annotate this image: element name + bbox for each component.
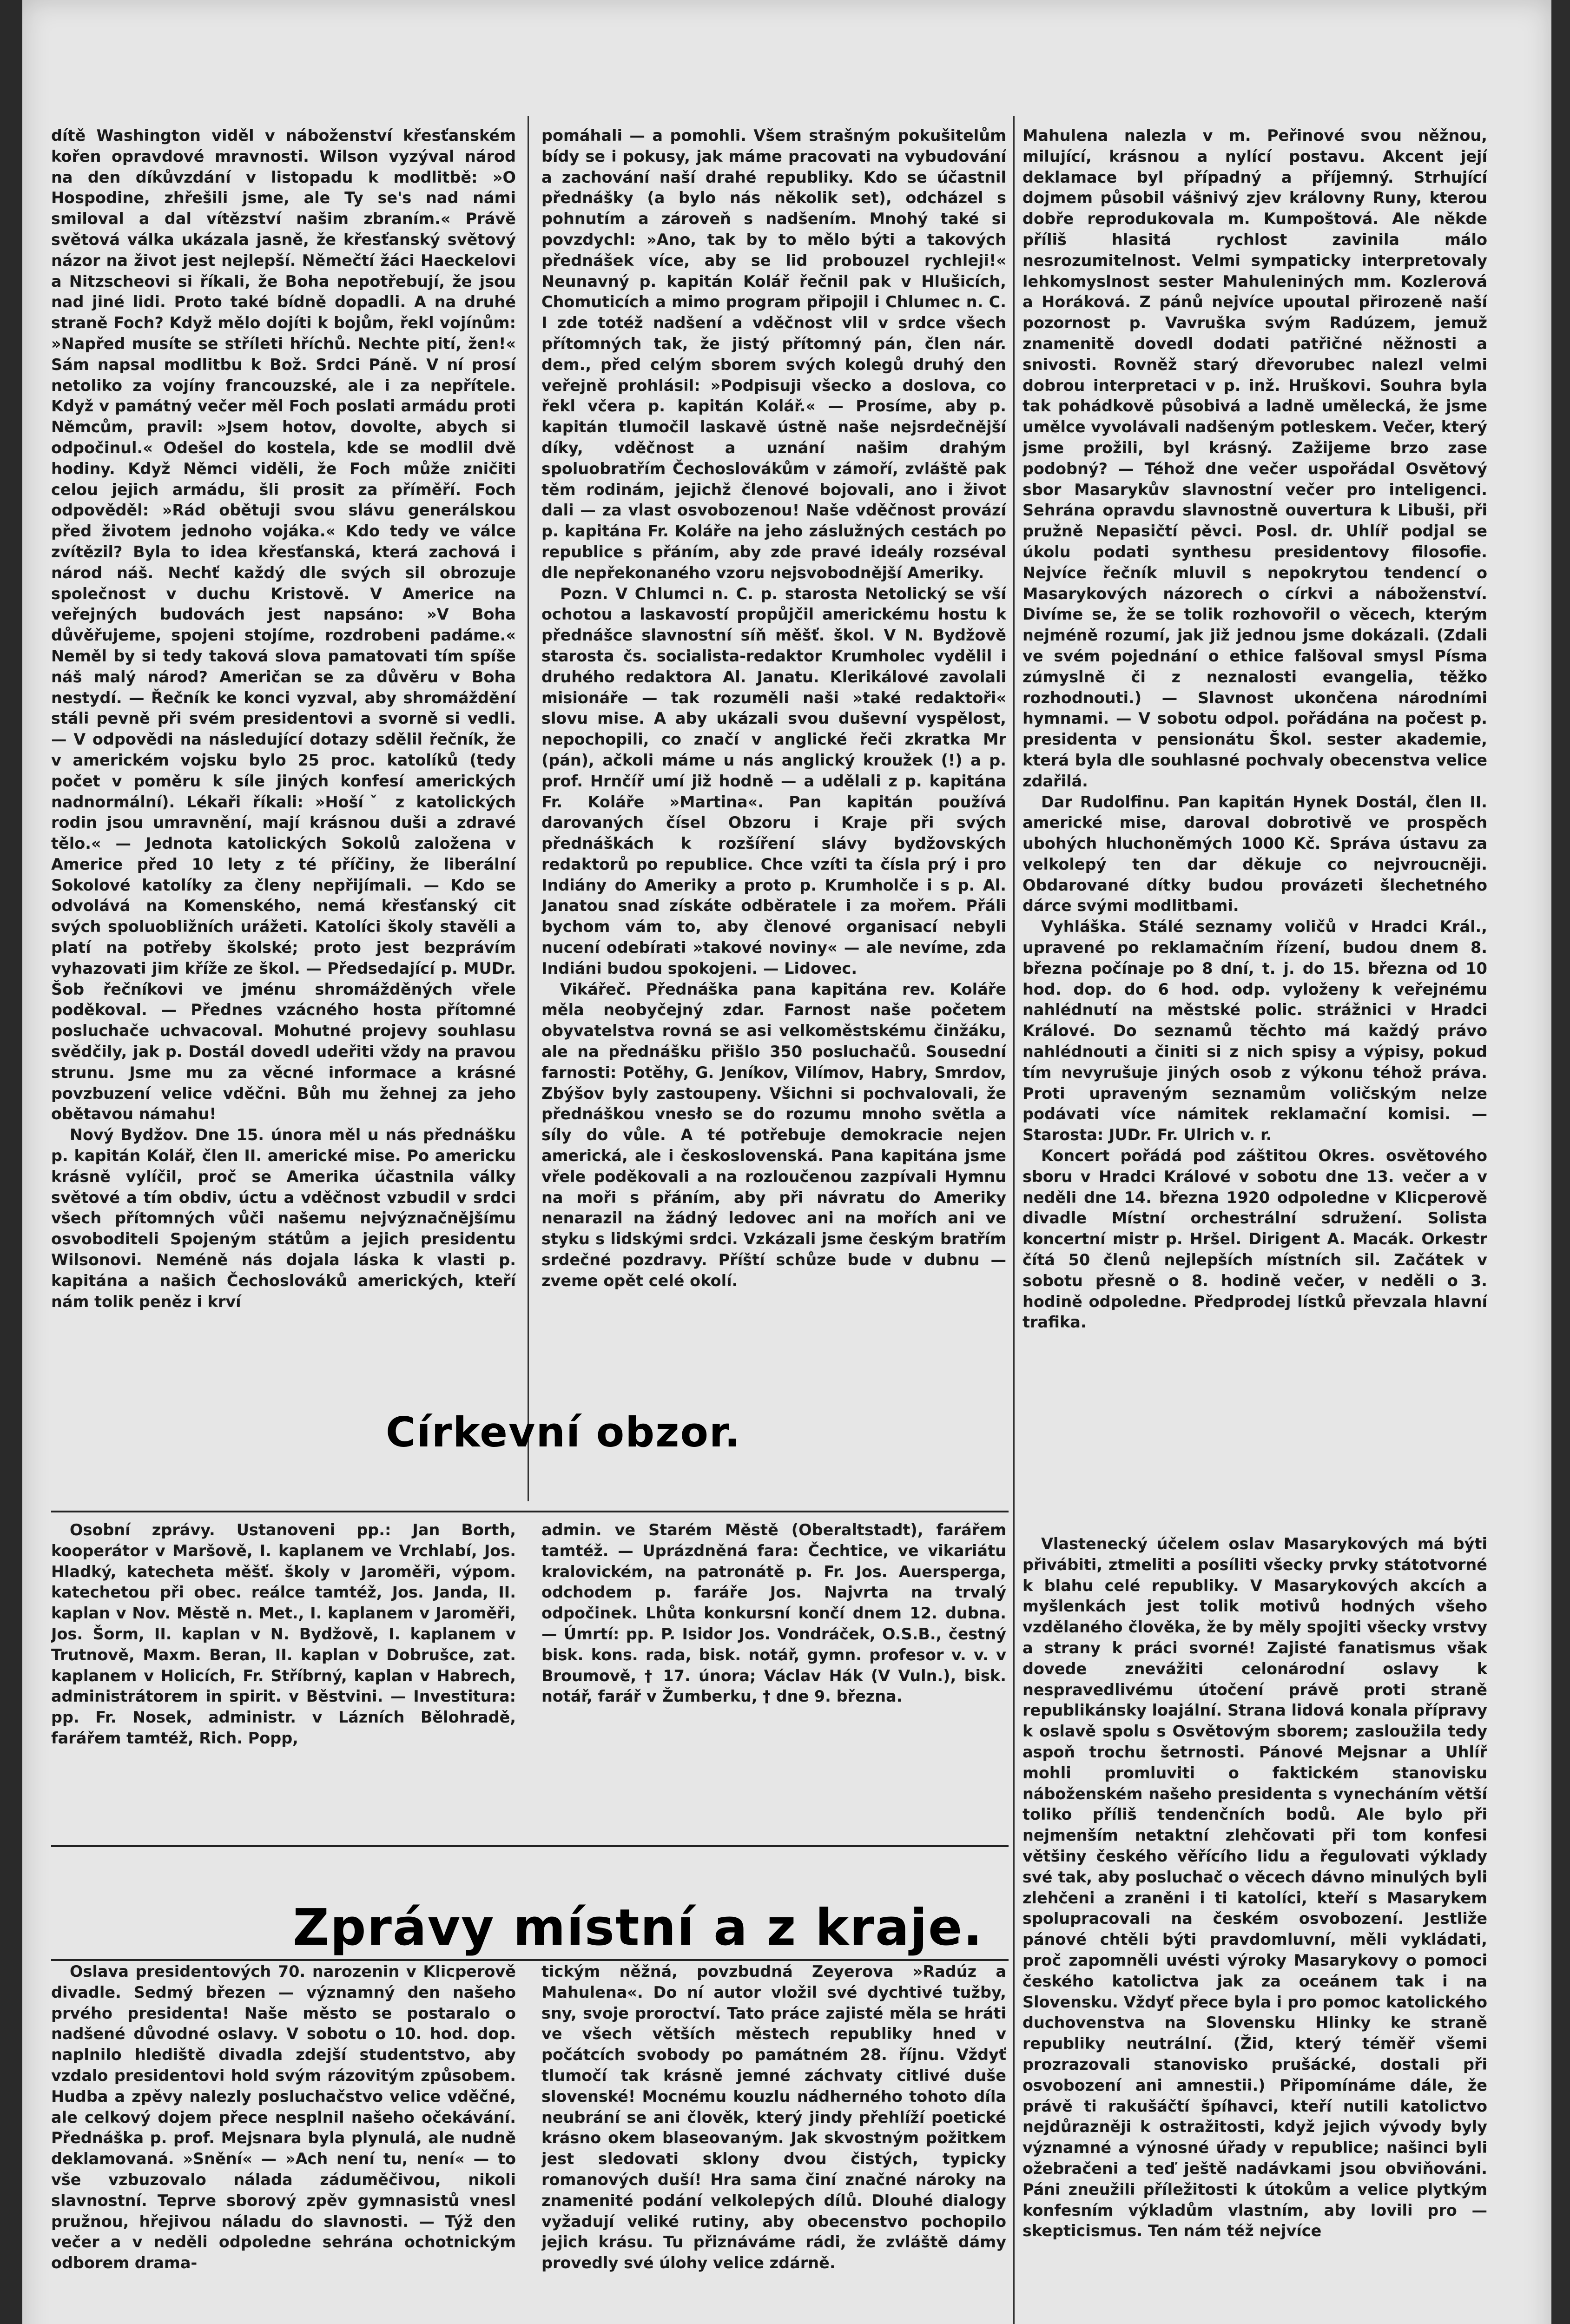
article-column-3-lower	[1022, 1534, 1487, 2324]
paragraph: Oslava presidentových 70. narozenin v Klicperově divadle. Sedmý březen — významný den našeho prvého presidenta! Naše město se postaralo o nadšené důvodné oslavy. V sobotu o 10. hod. dop. naplnilo hlediště divadla zdejší studentstvo, aby vzdalo presidentovi hold svým rázovitým způsobem. Hudba a zpěvy nalezly posluchačstvo velice vděčné, ale celkový dojem přece nesplnil našeho očekávání. Přednáška p. prof. Mejsnara byla plynulá, ale nudně deklamovaná. »Snění« — »Ach není tu, není« — to vše vzbuzovalo nálada záduměčivou, nikoli slavnostní. Teprve sborový zpěv gymnasistů vnesl pružnou, hřejivou náladu do slavnosti. — Týž den večer a v neděli odpoledne sehrána ochotnickým odborem drama-	[51, 1962, 516, 2272]
zpravy-column-2	[541, 1961, 1006, 2324]
paragraph: Vlastenecký účelem oslav Masarykových má býti přivábiti, ztmeliti a posíliti všecky prvky státotvorné k blahu celé republiky. V Masarykových akcích a myšlenkách jest tolik motivů hodných všeho vzdělaného člověka, že by měly spojiti všecky vrstvy a strany k práci svorné! Zajisté fanatismus však dovede znevážiti celonárodní oslavy k nespravedlivému útočení právě proti straně republikánsky loajální. Strana lidová konala přípravy k oslavě spolu s Osvětovým sborem; zasloužila tedy aspoň trochu šetrnosti. Pánové Mejsnar a Uhlíř mohli promluviti o faktickém stanovisku náboženském našeho presidenta s vynecháním větší toliko příliš tendenčních bodů. Ale bylo při nejmenším netaktní zlehčovati při tom konfesi většiny českého věřícího lidu a řegulovati výklady své tak, aby posluchač o věcech dávno minulých byli zlehčeni a zraněni i ti katolíci, kteří s Masarykem spolupracovali na českém osvobození. Jestliže pánové chtěli býti pravdomluvní, měli vykládati, proč zapomněli uvésti výroky Masarykovy o pomoci českého katolictva jak za oceánem tak i na Slovensku. Vždyť přece byla i pro pomoc katolického duchovenstva na Slovensku Hlinky ke straně republiky neutrální. (Žid, který téměř všemi prozrazovali stanovisko prušácké, dostali při osvobození ani amnestii.) Připomínáme dále, že právě ti rakušáčtí špíhavci, kteří nutili katolictvo nejdůrazněji k ostražitosti, když jejich vývody byly významné a výnosné úřady v republice; našinci byli ožebračeni a teď ještě nadávkami jsou obviňováni. Páni zneužili příležitosti k útokům a velice plytkým konfesním výkladům vlastním, aby lovili pro — skepticismus. Ten nám též nejvíce	[1022, 1535, 1487, 2240]
paragraph: Koncert pořádá pod záštitou Okres. osvětového sboru v Hradci Králové v sobotu dne 13. večer a v neděli dne 14. března 1920 odpoledne v Klicperově divadle Místní orchestrální sdružení. Solista koncertní mistr p. Hršel. Dirigent A. Macák. Orkestr čítá 50 členů nejlepších místních sil. Začátek v sobotu přesně o 8. hodině večer, v neděli o 3. hodině odpoledne. Předprodej lístků převzala hlavní trafika.	[1022, 1147, 1487, 1332]
article-column-3	[1022, 125, 1487, 1501]
column-separator	[528, 116, 529, 1501]
paragraph: tickým něžná, povzbudná Zeyerova »Radúz a Mahulena«. Do ní autor vložil své dychtivé tužby, sny, svoje proroctví. Tato práce zajisté měla se hráti ve všech větších městech republiky hned v počátcích svobody po památném 28. říjnu. Vždyť tlumočí tak krásně jemné záchvaty citlivé duše slovenské! Mocnému kouzlu nádherného tohoto díla neubrání se ani člověk, který jindy přehlíží poetické krásno okem blaseovaným. Jak skvostným požitkem jest sledovati sklony dvou čistých, typicky romanových duší! Hra sama činí značné nároky na znamenité podání velkolepých dílů. Dlouhé dialogy vyžadují veliké rutiny, aby obecenstvo pochopilo jejich krásu. Tu přiznáváme rádi, že zvláště dámy provedly své úlohy velice zdárně.	[541, 1962, 1006, 2272]
paragraph: dítě Washington viděl v náboženství křesťanském kořen opravdové mravnosti. Wilson vyzýval národ na den díkůvzdání v listopadu k modlitbě: »O Hospodine, zhřešili jsme, ale Ty se's nad námi smiloval a dal vítězství našim zbraním.« Právě světová válka ukázala jasně, že křesťanský světový názor na život jest nejlepší. Němečtí žáci Haeckelovi a Nitzscheovi si říkali, že Boha nepotřebují, že jsou nad jiné lidi. Proto také bídně dopadli. A na druhé straně Foch? Když mělo dojíti k bojům, řekl vojínům: »Napřed musíte se stříleti hříchů. Nechte pití, žen!« Sám napsal modlitbu k Bož. Srdci Páně. V ní prosí netoliko za vojíny francouzské, ale i za nepřítele. Když v památný večer měl Foch poslati armádu proti Němcům, pravil: »Jsem hotov, dovolte, abych si odpočinul.« Odešel do kostela, kde se modlil dvě hodiny. Když Němci viděli, že Foch může zničiti celou jejich armádu, šli prosit za příměří. Foch odpověděl: »Rád obětuji svou slávu generálskou před životem jednoho vojáka.« Kdo tedy ve válce zvítězil? Byla to idea křesťanská, která zachová i národ náš. Nechť každý dle svých sil obrozuje společnost v duchu Kristově. V Americe na veřejných budovách jest napsáno: »V Boha důvěřujeme, spojeni stojíme, rozdrobeni padáme.« Neměl by si tedy taková slova pamatovati tím spíše náš malý národ? Američan se za důvěru v Boha nestydí. — Řečník ke konci vyzval, aby shromáždění stáli pevně při svém presidentovi a svorně si vedli. — V odpovědi na následující dotazy sdělil řečník, že v americkém vojsku bylo 25 proc. katolíků (tedy počet v poměru k síle jiných konfesí amerických nadnormální). Lékaři říkali: »Hošíˇ z katolických rodin jsou umravnění, mají krásnou duši a zdravé tělo.« — Jednota katolických Sokolů založena v Americe před 10 lety z té příčiny, že liberální Sokolové katolíky za členy nepřijímali. — Kdo se odvolává na Komenského, nemá křesťanský cit svých spoluobližních urážeti. Katolíci školy stavěli a platí na potřeby školské; proto jest bezprávím vyhazovati jim kříže ze škol. — Předsedající p. MUDr. Šob řečníkovi ve jménu shromážděných vřele poděkoval. — Přednes vzácného hosta přítomné posluchače uchvacoval. Mohutné projevy souhlasu svědčily, jak p. Dostál dovedl udeřiti vždy na pravou strunu. Jsme mu za věcné informace a krásné povzbuzení velice vděčni. Bůh mu žehnej za jeho obětavou námahu!	[51, 126, 516, 1123]
paragraph: Osobní zprávy. Ustanoveni pp.: Jan Borth, kooperátor v Maršově, I. kaplanem ve Vrchlabí, Jos. Hladký, katecheta měšť. školy v Jaroměři, výpom. katechetou při obec. reálce tamtéž, Jos. Janda, II. kaplan v Nov. Městě n. Met., I. kaplanem v Jaroměři, Jos. Šorm, II. kaplan v N. Bydžově, I. kaplanem v Trutnově, Maxm. Beran, II. kaplan v Dobrušce, zat. kaplanem v Holicích, Fr. Stříbrný, kaplan v Habrech, administrátorem in spirit. v Běstvini. — Investitura: pp. Fr. Nosek, administr. v Lázních Bělohradě, farářem tamtéž, Rich. Popp,	[51, 1521, 516, 1747]
cirkevni-column-1	[51, 1520, 516, 1845]
paragraph: admin. ve Starém Městě (Oberaltstadt), farářem tamtéž. — Uprázdněná fara: Čechtice, ve vikariátu kralovickém, na patronátě p. Fr. Jos. Auersperga, odchodem p. faráře Jos. Najvrta na trvalý odpočinek. Lhůta konkursní končí dnem 12. dubna. — Úmrtí: pp. P. Isidor Jos. Vondráček, O.S.B., čestný bisk. kons. rada, bisk. notář, gymn. profesor v. v. v Broumově, † 17. února; Václav Hák (V Vuln.), bisk. notář, farář v Žumberku, † dne 9. března.	[541, 1521, 1006, 1706]
paragraph: Dar Rudolfinu. Pan kapitán Hynek Dostál, člen II. americké mise, daroval dobrotivě ve prospěch ubohých hluchoněmých 1000 Kč. Správa ústavu za velkolepý ten dar děkuje co nejvroucněji. Obdarované dítky budou provázeti šlechetného dárce svými modlitbami.	[1022, 792, 1487, 915]
section-heading-cirkevni-obzor: Církevní obzor.	[386, 1408, 741, 1456]
cirkevni-column-2	[541, 1520, 1006, 1845]
scan-right-edge	[1551, 0, 1570, 2324]
paragraph: Pozn. V Chlumci n. C. p. starosta Netolický se vší ochotou a laskavostí propůjčil americkému hostu k přednášce slavnostní síň měšť. škol. V N. Bydžově starosta čs. socialista-redaktor Krumholec vydělil i druhého redaktora Al. Janatu. Klerikálové zavolali misionáře — tak rozuměli naši »také redaktoři« slovu mise. A aby ukázali svou duševní vyspělost, nepochopili, co značí v anglické řeči zkratka Mr (pán), ačkoli máme u nás anglický kroužek (!) a p. prof. Hrnčíř umí již hodně — a udělali z p. kapitána Fr. Koláře »Martina«. Pan kapitán používá darovaných čísel Obzoru i Kraje při svých přednáškách k rozšíření slávy bydžovských redaktorů po republice. Chce vzíti ta čísla prý i pro Indiány do Ameriky a proto p. Krumholče i s p. Al. Janatou snad získáte odběratele i za mořem. Přáli bychom vám to, aby členové organisací nebyli nucení odebírati »takové noviny« — ale nevíme, zda Indiáni budou spokojeni. — Lidovec.	[541, 584, 1006, 977]
section-rule	[51, 1845, 1009, 1847]
zpravy-column-1	[51, 1961, 516, 2324]
article-column-1	[51, 125, 516, 1501]
section-heading-zpravy-mistni: Zprávy místní a z kraje.	[293, 1899, 983, 1957]
paragraph: Vyhláška. Stálé seznamy voličů v Hradci Král., upravené po reklamačním řízení, budou dnem 8. března počínaje po 8 dní, t. j. do 15. března od 10 hod. dop. do 6 hod. odp. vyloženy k veřejnému nahlédnutí na městské polic. strážnici v Hradci Králové. Do seznamů těchto má každý právo nahlédnouti a činiti si z nich spisy a výpisy, pokud tím nevyrušuje jiných osob z výkonu téhož práva. Proti upraveným seznamům voličským nelze podávati více námitek reklamační komisi. — Starosta: JUDr. Fr. Ulrich v. r.	[1022, 918, 1487, 1144]
column-separator	[1013, 116, 1015, 2324]
section-rule	[51, 1959, 1009, 1961]
section-rule	[51, 1511, 1009, 1512]
scan-left-edge	[0, 0, 22, 2324]
article-column-2	[541, 125, 1006, 1501]
paragraph: pomáhali — a pomohli. Všem strašným pokušitelům bídy se i pokusy, jak máme pracovati na vybudování a zachování naší drahé republiky. Kdo se účastnil přednášky (a bylo nás několik set), odcházel s pohnutím a zároveň s nadšením. Mnohý také si povzdychl: »Ano, tak by to mělo býti a takových přednášek více, aby se lid probouzel rychleji!« Neunavný p. kapitán Kolář řečnil pak v Hlušicích, Chomuticích a mimo program připojil i Chlumec n. C. I zde totéž nadšení a vděčnost vlil v srdce všech přítomných tak, že jistý přítomný pán, člen nár. dem., před celým sborem svých kolegů druhý den veřejně prohlásil: »Podpisuji všecko a doslova, co řekl včera p. kapitán Kolář.« — Prosíme, aby p. kapitán tlumočil laskavě ústně naše nejsrdečnější díky, vděčnost a uznání našim drahým spoluobratřím Čechoslovákům v zámoří, zvláště pak těm rodinám, jejichž členové bojovali, ano i život dali — za vlast osvobozenou! Naše vděčnost provází p. kapitána Fr. Koláře na jeho záslužných cestách po republice s přáním, aby zde pravé ideály rozséval dle nepřekonaného vzoru nejsvobodnější Ameriky.	[541, 126, 1006, 582]
paragraph: Vikářeč. Přednáška pana kapitána rev. Koláře měla neobyčejný zdar. Farnost naše početem obyvatelstva rovná se asi velkoměstskému činžáku, ale na přednášku přišlo 350 posluchačů. Sousední farnosti: Potěhy, G. Jeníkov, Vilímov, Habry, Smrdov, Zbýšov byly zastoupeny. Všichni si pochvalovali, že přednáškou vnesło se do rozumu mnoho světla a síly do vůle. A té potřebuje demokracie nejen americká, ale i československá. Pana kapitána jsme vřele poděkovali a na rozloučenou zazpívali Hymnu na moři s přáním, aby při návratu do Ameriky nenarazil na žádný ledovec ani na mořích ani ve styku s lidskými srdci. Vzkázali jsme českým bratřím srdečné pozdravy. Příští schůze bude v dubnu — zveme opět celé okolí.	[541, 980, 1006, 1290]
paragraph: Nový Bydžov. Dne 15. února měl u nás přednášku p. kapitán Kolář, člen II. americké mise. Po americku krásně vylíčil, proč se Amerika účastnila války světové a tím obdiv, úctu a vděčnost vzbudil v srdci všech přítomných vůči našemu nejvýznačnějšímu osvoboditeli Spojeným státům a jejich presidentu Wilsonovi. Neméně nás dojala láska k vlasti p. kapitána a našich Čechoslováků amerických, kteří nám tolik peněz i krví	[51, 1126, 516, 1311]
paragraph: Mahulena nalezla v m. Peřinové svou něžnou, milující, krásnou a nylící postavu. Akcent její deklamace byl případný a příjemný. Strhující dojmem působil vášnivý zjev královny Runy, kterou dobře reprodukovala m. Kumpoštová. Ale někde příliš hlasitá rychlost zavinila málo nesrozumitelnost. Velmi sympaticky interpretovaly lehkomyslnost sester Mahuleniných mm. Kozlerová a Horáková. Z pánů nejvíce upoutal přirozeně naší pozornost p. Vavruška svým Radúzem, jemuž znamenitě dovedl dodati patřičné něžnosti a snivosti. Rovněž starý dřevorubec nalezl velmi dobrou interpretaci v p. inž. Hruškovi. Souhra byla tak pohádkově působivá a ladně umělecká, že jsme umělce vyvolávali nadšeným potleskem. Večer, který jsme prožili, byl krásný. Zažijeme brzo zase podobný? — Téhož dne večer uspořádal Osvětový sbor Masarykův slavnostní večer pro inteligenci. Sehrána opravdu slavnostně ouvertura k Libuši, při pružně Nepasičtí pěvci. Posl. dr. Uhlíř podjal se úkolu podati synthesu presidentovy filosofie. Nejvíce řečník mluvil s nepokrytou tendencí o Masarykových názorech o církvi a náboženství. Divíme se, že se tolik rozhovořil o věcech, kterým nejméně rozumí, jak již jednou jsme dokázali. (Zdali ve svém pojednání o ethice falšoval smysl Písma zúmyslně či z neznalosti evangelia, těžko rozhodnouti.) — Slavnost ukončena národními hymnami. — V sobotu odpol. pořádána na počest p. presidenta v pensionátu Škol. sester akademie, která byla dle souhlasné pochvaly obecenstva velice zdařilá.	[1022, 126, 1487, 790]
